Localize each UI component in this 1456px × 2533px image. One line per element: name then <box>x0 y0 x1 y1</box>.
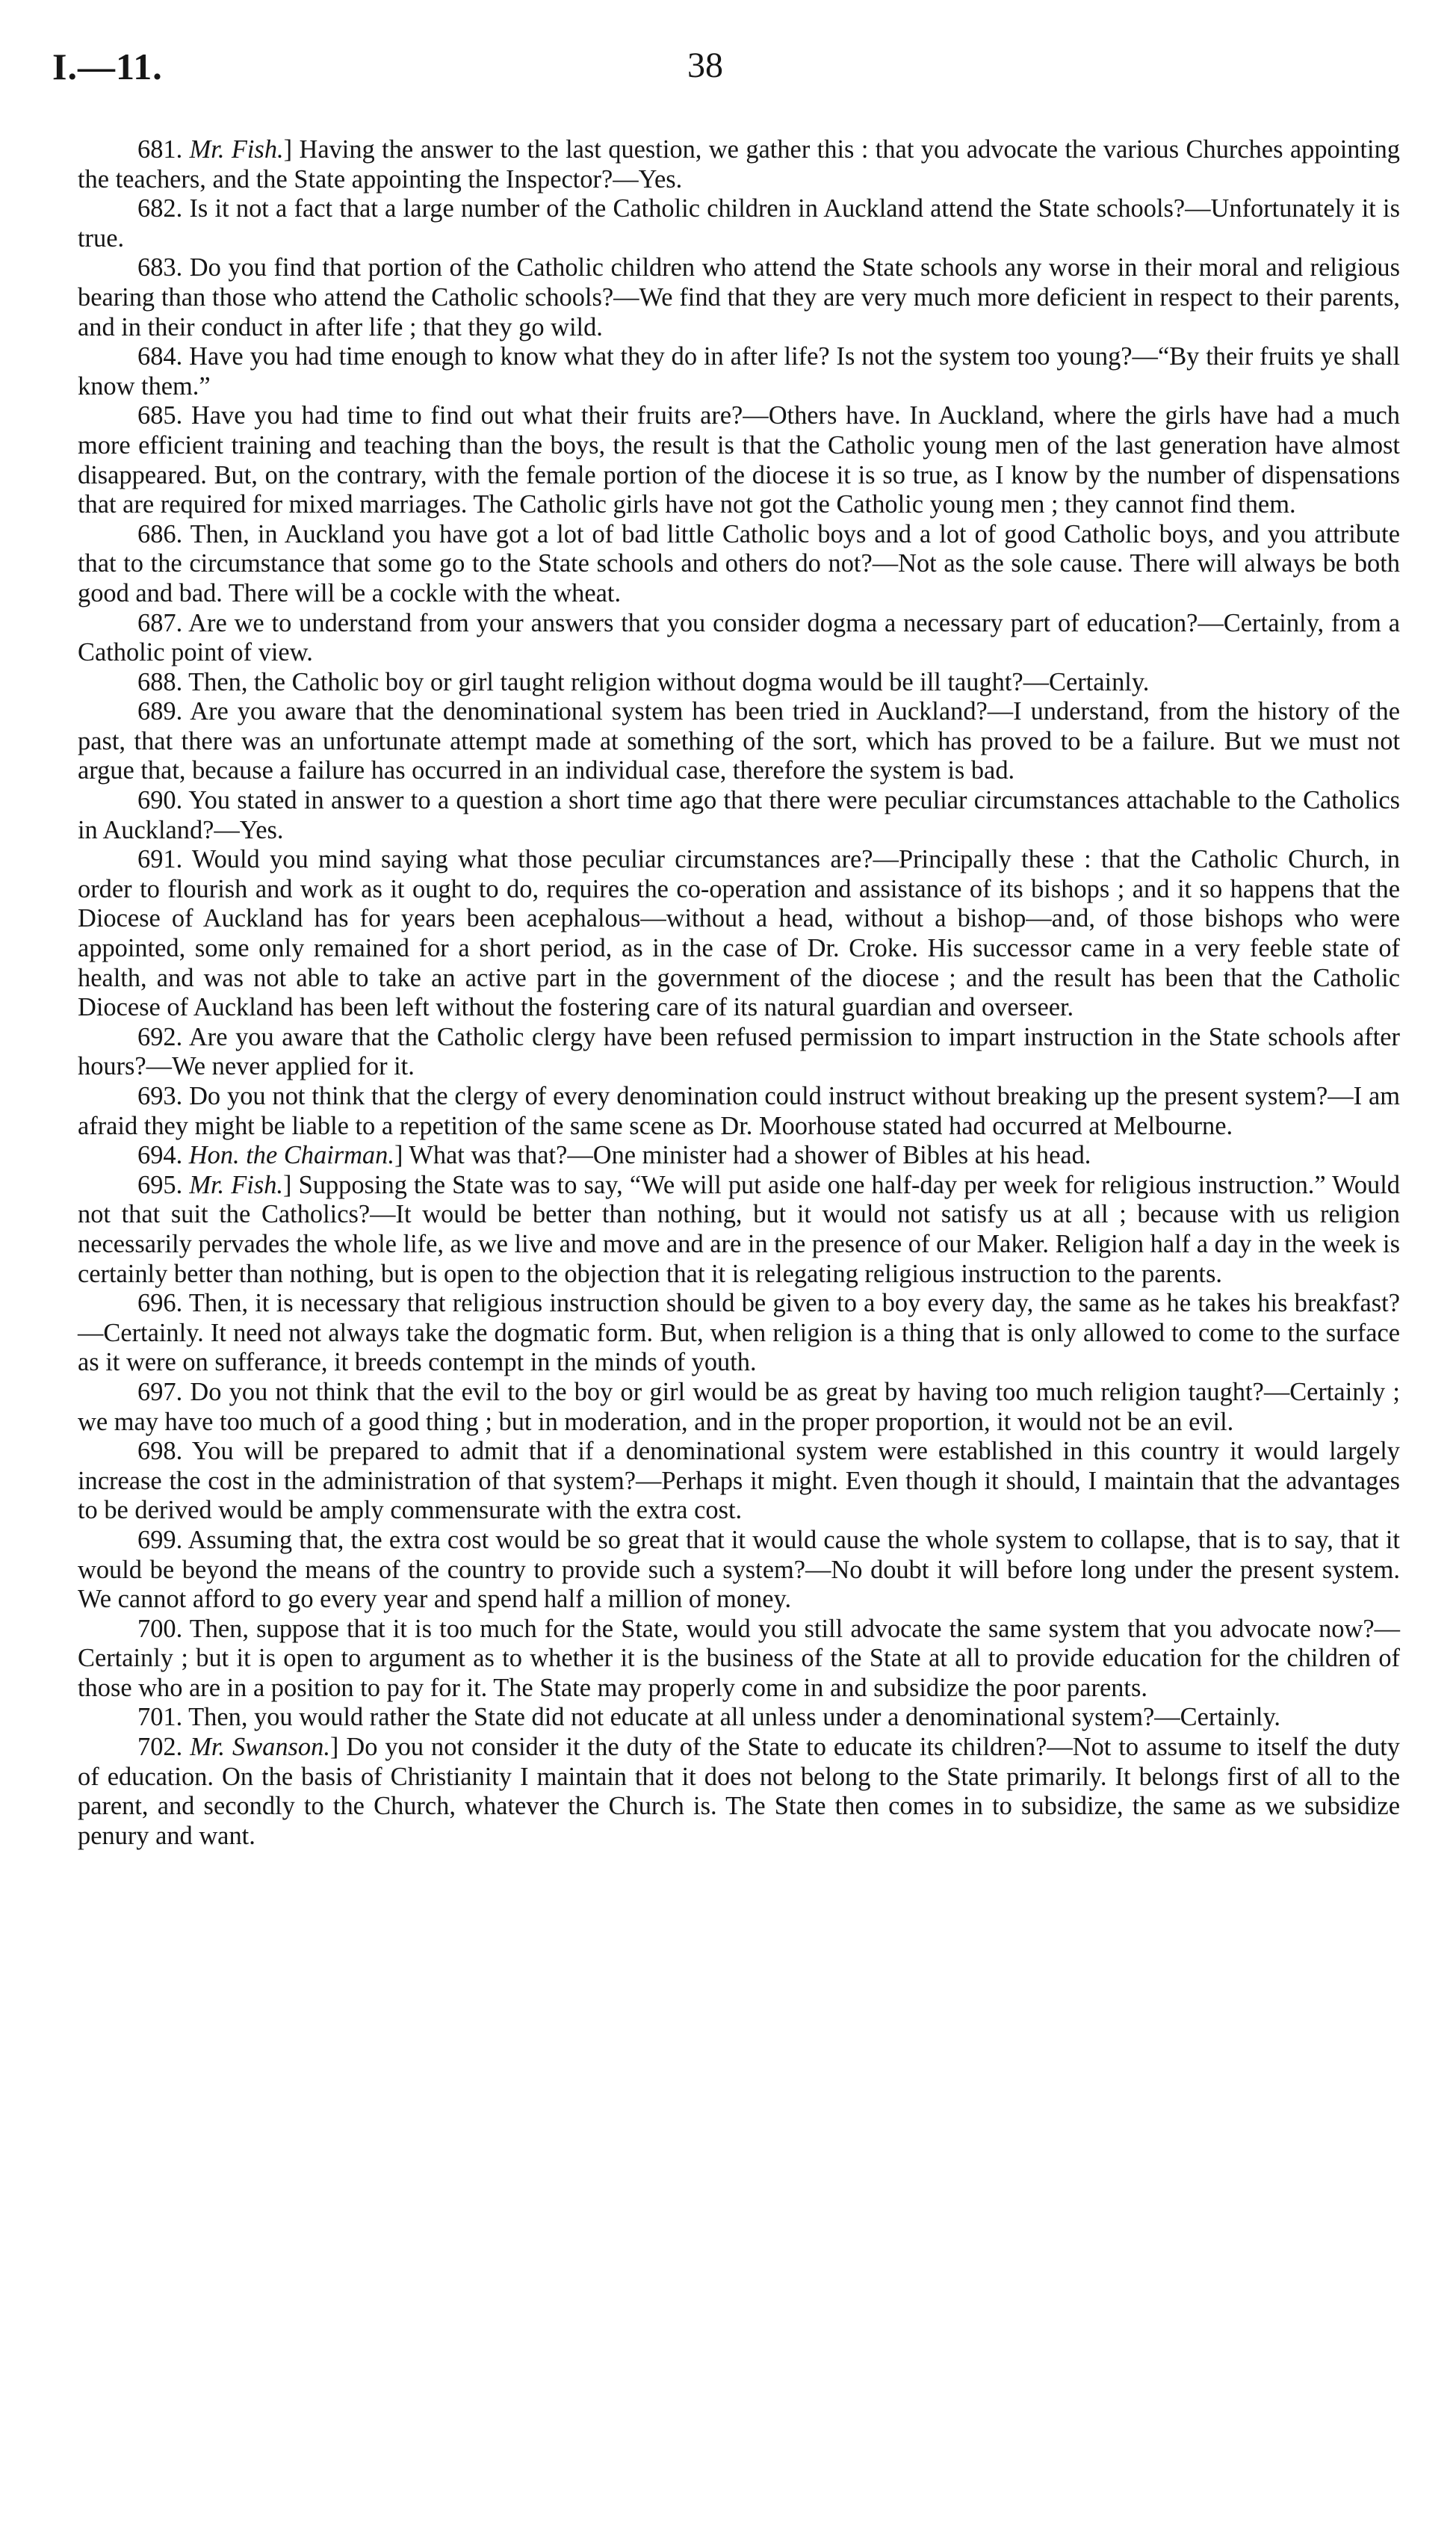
question-text: Then, in Auckland you have got a lot of bad little Catholic boys and a lot of good Catholic boys, and you attribute that to the circumstance that some go to the State schools and others do not?—Not as the sole cause. There will always be both good and bad. There will be a cockle with the wheat. <box>78 519 1400 607</box>
question-689 <box>78 697 1400 786</box>
question-number: 684. <box>137 342 183 371</box>
question-number: 693. <box>137 1082 183 1110</box>
question-text: You will be prepared to admit that if a denominational system were established in this country it would largely increase the cost in the administration of that system?—Perhaps it might. Even though it should, I maintain that the advantages to be derived would be amply commensurate with the extra cost. <box>78 1437 1400 1525</box>
speaker-name: Mr. Fish. <box>189 1170 284 1199</box>
question-text: Then, suppose that it is too much for the State, would you still advocate the same system that you advocate now?—Certainly ; but it is open to argument as to whether it is the business of the State at all to provide education for the children of those who are in a position to pay for it. The State may properly come in and subsidize the poor parents. <box>78 1614 1400 1702</box>
question-682 <box>78 194 1400 253</box>
question-681: 681. Mr. Fish.] Having the answer to the last question, we gather this : that you advocate the various Churches appointing the teachers, and the State appointing the Inspector?—Yes. <box>78 135 1400 194</box>
question-695: 695. Mr. Fish.] Supposing the State was to say, “We will put aside one half-day per week for religious instruction.” Would not that suit the Catholics?—It would be better than nothing, but it would not satisfy us at all ; because with us religion necessarily pervades the whole life, as we live and move and are in the presence of our Maker. Religion half a day in the week is certainly better than nothing, but is open to the objection that it is relegating religious instruction to the parents. <box>78 1170 1400 1288</box>
question-698 <box>78 1437 1400 1526</box>
question-number: 699. <box>137 1525 183 1554</box>
question-685 <box>78 401 1400 519</box>
question-number: 690. <box>137 786 183 815</box>
question-number: 702. <box>137 1733 183 1762</box>
question-number: 701. <box>137 1703 183 1732</box>
question-text: Then, the Catholic boy or girl taught religion without dogma would be ill taught?—Certainly. <box>188 667 1150 696</box>
question-702: 702. Mr. Swanson.] Do you not consider it the duty of the State to educate its children?—Not to assume to itself the duty of education. On the basis of Christianity I maintain that it does not belong to the State primarily. It belongs first of all to the parent, and secondly to the Church, whatever the Church is. The State then comes in to subsidize, the same as we subsidize penury and want. <box>78 1733 1401 1850</box>
question-697 <box>78 1378 1400 1437</box>
question-684 <box>78 342 1400 401</box>
question-699 <box>78 1526 1400 1615</box>
question-number: 681. <box>137 135 183 164</box>
question-number: 694. <box>137 1141 183 1170</box>
question-number: 698. <box>137 1437 183 1466</box>
question-number: 685. <box>137 401 183 430</box>
question-number: 682. <box>137 194 183 223</box>
page-number: 38 <box>687 46 723 85</box>
speaker-name: Hon. the Chairman. <box>188 1141 394 1170</box>
speaker-name: Mr. Swanson. <box>190 1733 330 1762</box>
question-text: Do you not think that the clergy of every denomination could instruct without breaking up the present system?—I am afraid they might be liable to a repetition of the same scene as Dr. Moorhouse stated had occurred at Melbourne. <box>78 1082 1400 1140</box>
question-text: Then, you would rather the State did not educate at all unless under a denominational system?—Certainly. <box>188 1703 1281 1732</box>
question-700 <box>78 1615 1400 1704</box>
question-text: Do you find that portion of the Catholic children who attend the State schools any worse in their moral and religious bearing than those who attend the Catholic schools?—We find that they are very much more deficient in respect to their parents, and in their conduct in after life ; that they go wild. <box>78 253 1400 341</box>
question-number: 700. <box>137 1614 183 1643</box>
question-text: Are you aware that the denominational system has been tried in Auckland?—I understand, from the history of the past, that there was an unfortunate attempt made at something of the sort, which has proved to be a failure. But we must not argue that, because a failure has occurred in an individual case, therefore the system is bad. <box>78 697 1400 785</box>
question-number: 692. <box>137 1022 183 1051</box>
question-692 <box>78 1023 1400 1082</box>
question-687 <box>78 609 1400 668</box>
question-690 <box>78 786 1400 845</box>
question-701 <box>78 1703 1400 1733</box>
question-number: 697. <box>137 1377 183 1406</box>
section-identifier: I.—11. <box>52 46 163 87</box>
question-693 <box>78 1082 1400 1141</box>
question-number: 695. <box>137 1170 183 1199</box>
question-text: Then, it is necessary that religious instruction should be given to a boy every day, the same as he takes his breakfast?—Certainly. It need not always take the dogmatic form. But, when religion is a thing that is only allowed to come to the surface as it were on sufferance, it breeds contempt in the minds of youth. <box>78 1289 1400 1377</box>
question-text: You stated in answer to a question a short time ago that there were peculiar circumstances attachable to the Catholics in Auckland?—Yes. <box>78 786 1401 844</box>
question-text: Are we to understand from your answers that you consider dogma a necessary part of education?—Certainly, from a Catholic point of view. <box>78 608 1400 667</box>
question-number: 688. <box>137 667 183 696</box>
question-683 <box>78 253 1400 342</box>
question-number: 686. <box>137 519 183 548</box>
running-header <box>52 45 1404 97</box>
question-text: Supposing the State was to say, “We will put aside one half-day per week for religious instruction.” Would not that suit the Catholics?—It would be better than nothing, but it would not satisfy us at all ; because with us religion necessarily pervades the whole life, as we live and move and are in the presence of our Maker. Religion half a day in the week is certainly better than nothing, but is open to the objection that it is relegating religious instruction to the parents. <box>78 1170 1400 1288</box>
testimony-text <box>78 135 1400 1851</box>
question-text: Are you aware that the Catholic clergy have been refused permission to impart instruction in the State schools after hours?—We never applied for it. <box>78 1022 1400 1081</box>
question-text: What was that?—One minister had a shower of Bibles at his head. <box>409 1141 1091 1170</box>
question-text: Would you mind saying what those peculiar circumstances are?—Principally these : that the Catholic Church, in order to flourish and work as it ought to do, requires the co-operation and assistance of its bishops ; and it so happens that the Diocese of Auckland has for years been acephalous—without a head, without a bishop—and, of those bishops who were appointed, some only remained for a short period, as in the case of Dr. Croke. His successor came in a very feeble state of health, and was not able to take an active part in the government of the diocese ; and the result has been that the Catholic Diocese of Auckland has been left without the fostering care of its natural guardian and overseer. <box>78 845 1400 1022</box>
question-text: Having the answer to the last question, we gather this : that you advocate the various Churches appointing the teachers, and the State appointing the Inspector?—Yes. <box>78 135 1400 194</box>
question-688 <box>78 668 1400 698</box>
question-text: Do you not think that the evil to the boy or girl would be as great by having too much religion taught?—Certainly ; we may have too much of a good thing ; but in moderation, and in the proper proportion, it would not be an evil. <box>78 1377 1400 1436</box>
question-686 <box>78 520 1400 609</box>
question-number: 687. <box>137 608 183 637</box>
question-text: Have you had time enough to know what they do in after life? Is not the system too young?—“By their fruits ye shall know them.” <box>78 342 1401 400</box>
question-number: 691. <box>137 845 183 874</box>
question-text: Is it not a fact that a large number of the Catholic children in Auckland attend the State schools?—Unfortunately it is true. <box>78 194 1400 253</box>
question-text: Do you not consider it the duty of the State to educate its children?—Not to assume to itself the duty of education. On the basis of Christianity I maintain that it does not belong to the State primarily. It belongs first of all to the parent, and secondly to the Church, whatever the Church is. The State then comes in to subsidize, the same as we subsidize penury and want. <box>78 1733 1401 1850</box>
question-number: 689. <box>137 697 183 726</box>
speaker-name: Mr. Fish. <box>189 135 284 164</box>
question-691 <box>78 845 1400 1023</box>
question-number: 696. <box>137 1289 183 1318</box>
question-696 <box>78 1289 1400 1378</box>
question-text: Assuming that, the extra cost would be so great that it would cause the whole system to collapse, that is to say, that it would be beyond the means of the country to provide such a system?—No doubt it will before long under the present system. We cannot afford to go every year and spend half a million of money. <box>78 1525 1400 1614</box>
question-694: 694. Hon. the Chairman.] What was that?—One minister had a shower of Bibles at his head. <box>137 1141 1091 1170</box>
question-number: 683. <box>137 253 183 282</box>
question-text: Have you had time to find out what their fruits are?—Others have. In Auckland, where the girls have had a much more efficient training and teaching than the boys, the result is that the Catholic young men of the last generation have almost disappeared. But, on the contrary, with the female portion of the diocese it is so true, as I know by the number of dispensations that are required for mixed marriages. The Catholic girls have not got the Catholic young men ; they cannot find them. <box>78 401 1400 519</box>
